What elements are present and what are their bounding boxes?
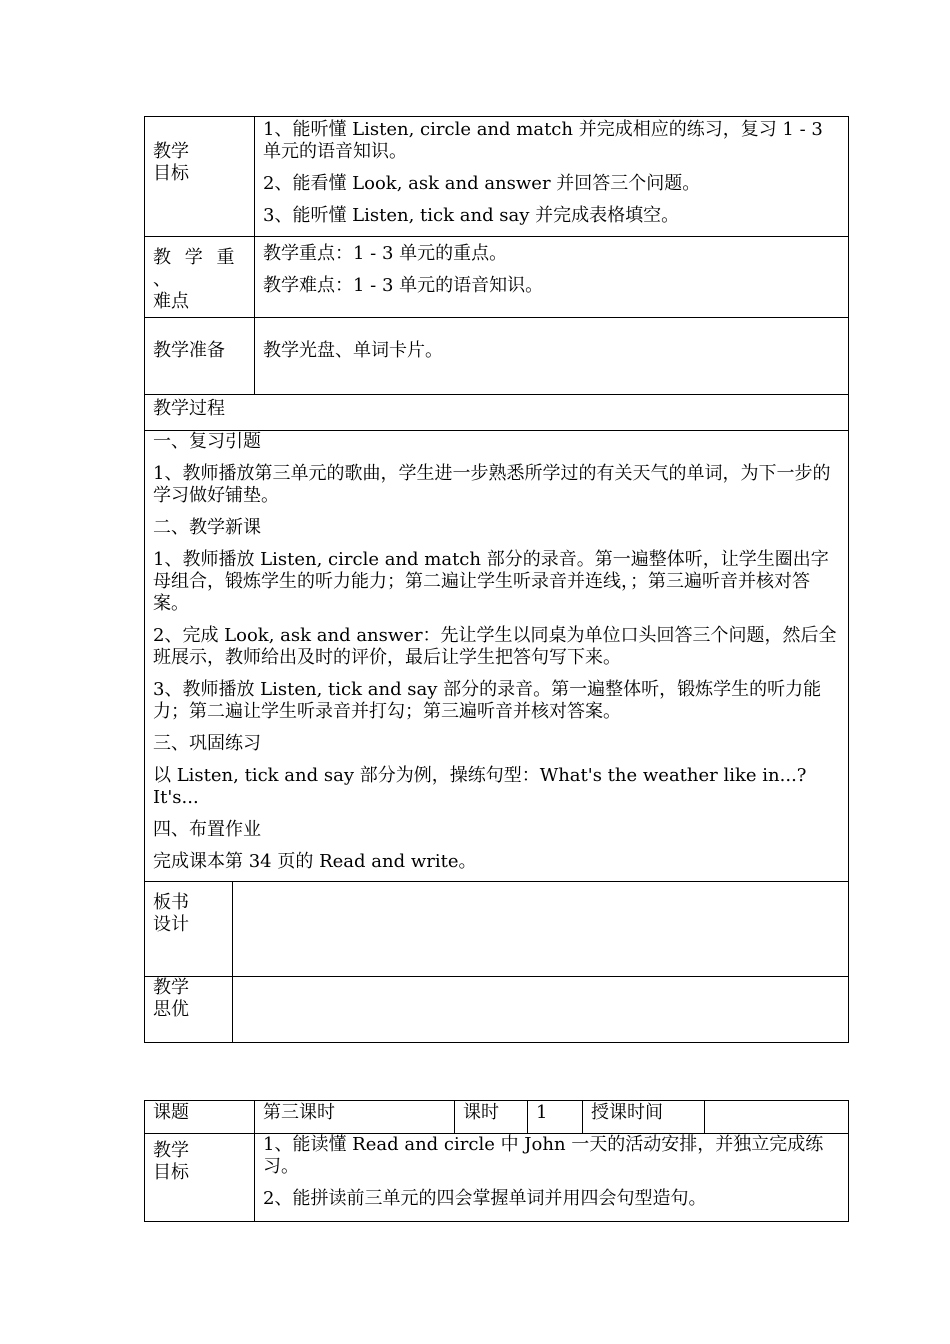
board-label: 板书 <box>153 892 189 913</box>
board-row <box>145 882 849 977</box>
key-points-label-cell <box>145 237 255 318</box>
periods-cell <box>528 1101 583 1134</box>
prep-row <box>145 318 849 395</box>
goals-row-2 <box>145 1134 849 1222</box>
goals-row <box>145 117 849 237</box>
key-points-label: 教 学 重 、 <box>153 247 239 290</box>
process-paragraph: 3、教师播放 Listen, tick and say 部分的录音。第一遍整体听，锻炼学生的听力能力；第二遍让学生听录音并打勾；第三遍听音并核对答案。 <box>153 679 822 722</box>
key-point-item: 教学重点：1 - 3 单元的重点。 <box>263 243 508 264</box>
topic-label-cell <box>145 1101 255 1134</box>
goal-item: 1、能听懂 Listen, circle and match 并完成相应的练习，复习 1 - 3 单元的语音知识。 <box>263 119 823 162</box>
goals-cell-2 <box>255 1134 849 1222</box>
prep-cell <box>255 318 849 395</box>
process-section-heading: 二、教学新课 <box>153 517 261 538</box>
time-label-cell <box>583 1101 705 1134</box>
goals-label-cell <box>145 117 255 237</box>
topic-row <box>145 1101 849 1134</box>
process-header-row <box>145 395 849 431</box>
key-point-item: 教学难点：1 - 3 单元的语音知识。 <box>263 275 544 296</box>
topic-value: 第三课时 <box>263 1102 335 1123</box>
prep-label-cell <box>145 318 255 395</box>
key-points-label-2: 难点 <box>153 291 189 312</box>
goal-item: 2、能拼读前三单元的四会掌握单词并用四会句型造句。 <box>263 1188 707 1209</box>
periods-value: 1 <box>536 1102 548 1123</box>
reflection-label-2: 思优 <box>153 999 189 1020</box>
process-row <box>145 431 849 882</box>
process-section-heading: 一、复习引题 <box>153 431 261 452</box>
process-paragraph: 2、完成 Look, ask and answer：先让学生以同桌为单位口头回答三个问题，然后全班展示，教师给出及时的评价，最后让学生把答句写下来。 <box>153 625 837 668</box>
goals-label-2: 目标 <box>153 163 189 184</box>
periods-label-cell <box>455 1101 528 1134</box>
reflection-label-cell <box>145 977 233 1043</box>
lesson-plan-table-2 <box>144 1100 849 1222</box>
board-cell <box>233 882 849 977</box>
goals-label-4: 目标 <box>153 1162 189 1183</box>
process-paragraph: 1、教师播放第三单元的歌曲，学生进一步熟悉所学过的有关天气的单词，为下一步的学习做好铺垫。 <box>153 463 831 506</box>
goal-item: 1、能读懂 Read and circle 中 John 一天的活动安排，并独立完成练习。 <box>263 1134 824 1177</box>
board-label-cell <box>145 882 233 977</box>
time-cell <box>705 1101 849 1134</box>
goal-item: 2、能看懂 Look, ask and answer 并回答三个问题。 <box>263 173 701 194</box>
board-label-2: 设计 <box>153 914 189 935</box>
process-cell <box>145 431 849 882</box>
key-points-row <box>145 237 849 318</box>
process-section-heading: 三、巩固练习 <box>153 733 261 754</box>
goals-label-3: 教学 <box>153 1140 189 1161</box>
process-paragraph: 完成课本第 34 页的 Read and write。 <box>153 851 477 872</box>
reflection-row <box>145 977 849 1043</box>
topic-label: 课题 <box>153 1102 189 1123</box>
goals-label: 教学 <box>153 141 189 162</box>
process-paragraph: 以 Listen, tick and say 部分为例，操练句型：What's the weather like in...? It's... <box>153 765 807 808</box>
process-label-cell <box>145 395 849 431</box>
reflection-cell <box>233 977 849 1043</box>
topic-cell <box>255 1101 455 1134</box>
prep-text: 教学光盘、单词卡片。 <box>263 340 443 361</box>
process-label: 教学过程 <box>153 398 225 419</box>
lesson-plan-table <box>144 116 849 1043</box>
reflection-label: 教学 <box>153 977 189 998</box>
goals-cell <box>255 117 849 237</box>
goal-item: 3、能听懂 Listen, tick and say 并完成表格填空。 <box>263 205 680 226</box>
goals-label-cell-2 <box>145 1134 255 1222</box>
prep-label: 教学准备 <box>153 340 225 361</box>
periods-label: 课时 <box>463 1102 499 1123</box>
time-label: 授课时间 <box>591 1102 663 1123</box>
process-paragraph: 1、教师播放 Listen, circle and match 部分的录音。第一遍整体听，让学生圈出字母组合，锻炼学生的听力能力；第二遍让学生听录音并连线，；第三遍听音并核对答案。 <box>153 549 829 614</box>
key-points-cell <box>255 237 849 318</box>
process-section-heading: 四、布置作业 <box>153 819 261 840</box>
